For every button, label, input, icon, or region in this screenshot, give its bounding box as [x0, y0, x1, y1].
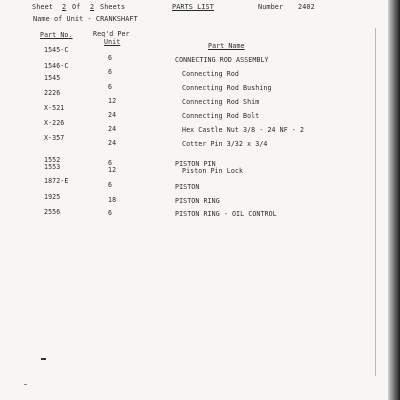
qty-cell: 6: [108, 68, 113, 76]
part-no-cell: 1925: [44, 193, 61, 201]
of-label: Of: [72, 3, 81, 11]
part-name-cell: Connecting Rod: [182, 70, 239, 78]
part-no-cell: 1553: [44, 163, 61, 171]
part-no-cell: 1545-C: [44, 46, 69, 54]
page-fold-line: [375, 28, 376, 376]
qty-cell: 24: [108, 125, 117, 133]
part-name-cell: PISTON PIN: [175, 160, 216, 168]
column-header-reqd: Req'd Per: [93, 30, 130, 38]
qty-cell: 6: [108, 209, 113, 217]
qty-cell: 6: [108, 181, 113, 189]
part-no-cell: 2226: [44, 89, 61, 97]
part-no-cell: 1552: [44, 156, 61, 164]
part-no-cell: 1545: [44, 74, 61, 82]
qty-cell: 6: [108, 54, 113, 62]
part-name-cell: Hex Castle Nut 3/8 - 24 NF - 2: [182, 126, 305, 134]
part-no-cell: 2556: [44, 208, 61, 216]
sheet-number: 2: [62, 3, 67, 11]
part-name-cell: CONNECTING ROD ASSEMBLY: [175, 56, 269, 64]
qty-cell: 12: [108, 97, 117, 105]
column-header-part-no: Part No.: [40, 31, 73, 39]
part-name-cell: Cotter Pin 3/32 x 3/4: [182, 140, 268, 148]
document-title: PARTS LIST: [172, 3, 214, 11]
qty-cell: 24: [108, 139, 117, 147]
unit-name-line: Name of Unit - CRANKSHAFT: [33, 15, 138, 23]
part-no-cell: X-226: [44, 119, 65, 127]
part-name-cell: Connecting Rod Bushing: [182, 84, 272, 92]
number-value: 2402: [298, 3, 315, 11]
page-edge-shadow: [388, 0, 400, 400]
sheets-total: 2: [90, 3, 95, 11]
number-label: Number: [258, 3, 284, 11]
qty-cell: 6: [108, 159, 113, 167]
column-header-part-name: Part Name: [208, 42, 245, 50]
part-no-cell: X-357: [44, 134, 65, 142]
part-no-cell: 1872-E: [44, 177, 69, 185]
part-name-cell: PISTON RING - OIL CONTROL: [175, 210, 277, 218]
qty-cell: 12: [108, 166, 117, 174]
part-name-cell: PISTON RING: [175, 197, 220, 205]
scan-mark: [24, 384, 27, 385]
sheet-label: Sheet: [32, 3, 53, 11]
qty-cell: 6: [108, 83, 113, 91]
column-header-unit: Unit: [104, 38, 121, 46]
part-no-cell: X-521: [44, 104, 65, 112]
part-name-cell: Connecting Rod Bolt: [182, 112, 260, 120]
qty-cell: 18: [108, 196, 117, 204]
part-no-cell: 1546-C: [44, 62, 69, 70]
part-name-cell: PISTON: [175, 183, 200, 191]
sheets-label: Sheets: [100, 3, 126, 11]
qty-cell: 24: [108, 111, 117, 119]
part-name-cell: Connecting Rod Shim: [182, 98, 260, 106]
scan-mark: [41, 358, 46, 360]
part-name-cell: Piston Pin Lock: [182, 167, 244, 175]
